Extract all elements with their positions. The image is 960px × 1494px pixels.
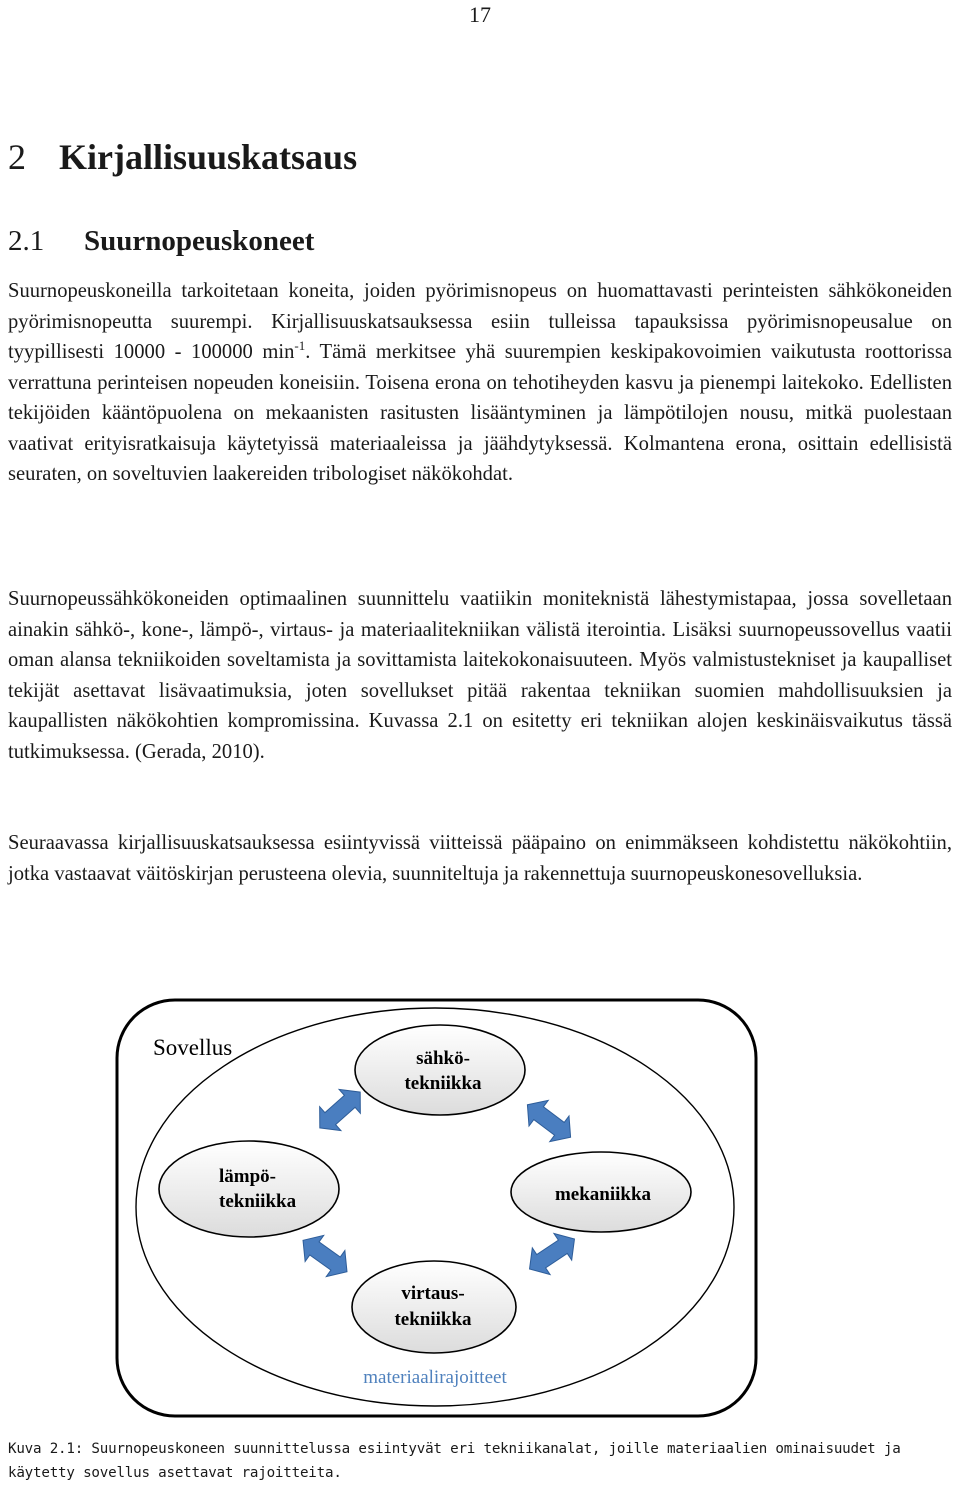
page-number: 17	[469, 2, 491, 27]
chapter-number: 2	[8, 137, 26, 177]
node-electrical-line2: tekniikka	[404, 1073, 482, 1094]
paragraph-1-superscript: -1	[294, 338, 306, 354]
section-heading	[8, 222, 314, 260]
inner-label: materiaalirajoitteet	[363, 1367, 507, 1388]
arrow-left-bottom	[294, 1227, 357, 1284]
node-thermal-line2: tekniikka	[219, 1191, 297, 1212]
node-electrical	[355, 1025, 525, 1115]
node-thermal	[159, 1141, 339, 1237]
section-number: 2.1	[8, 225, 45, 257]
paragraph-1	[8, 276, 952, 490]
node-flow	[352, 1261, 516, 1353]
arrow-bottom-right	[521, 1226, 584, 1283]
chapter-heading	[8, 135, 357, 179]
node-flow-line1: virtaus-	[401, 1283, 465, 1304]
paragraph-1-text-b: . Tämä merkitsee yhä suurempien keskipakovoimien vaikutusta roottorissa verrattuna perinteisen nopeuden koneisiin. Toisena erona on tehotiheyden kasvu ja pienempi laitekoko. Edellisten tekijöiden kääntöpuolena on mekaanisten rasitusten lisääntyminen ja lämpötilojen nousu, mitkä puolestaan vaativat erityisratkaisuja käytetyissä materiaaleissa ja jäähdytyksessä. Kolmantena erona, osittain edellisistä seuraten, on soveltuvien laakereiden tribologiset näkökohdat.	[8, 341, 952, 485]
arrow-left-top	[309, 1080, 371, 1140]
paragraph-1-text-a: Suurnopeuskoneilla tarkoitetaan koneita, joiden pyörimisnopeus on huomattavasti perinteisten sähkökoneiden pyörimisnopeutta suurempi. Kirjallisuuskatsauksessa esiin tulleissa tapauksissa pyörimisnopeusalue on tyypillisesti 10000 - 100000 min	[8, 280, 952, 363]
figure-caption: Kuva 2.1: Suurnopeuskoneen suunnittelussa esiintyvät eri tekniikanalat, joille materiaalien ominaisuudet ja käytetty sovellus asettavat rajoitteita.	[8, 1441, 901, 1481]
paragraph-3: Seuraavassa kirjallisuuskatsauksessa esiintyvissä viitteissä pääpaino on enimmäkseen kohdistettu näkökohtiin, jotka vastaavat väitöskirjan perusteena olevia, suunniteltuja ja rakennettuja suurnopeuskonesovelluksia.	[8, 832, 952, 885]
outer-label: Sovellus	[153, 1035, 233, 1060]
node-flow-line2: tekniikka	[394, 1309, 472, 1330]
figure-diagram	[115, 998, 758, 1418]
node-thermal-line1: lämpö-	[219, 1166, 276, 1187]
section-title: Suurnopeuskoneet	[84, 225, 315, 257]
arrow-top-right	[518, 1092, 580, 1150]
chapter-title: Kirjallisuuskatsaus	[59, 137, 358, 177]
diagram-svg	[115, 998, 758, 1418]
paragraph-2: Suurnopeussähkökoneiden optimaalinen suunnittelu vaatiikin moniteknistä lähestymistapaa, jossa sovelletaan ainakin sähkö-, kone-, lämpö-, virtaus- ja materiaalitekniikan välistä iterointia. Lisäksi suurnopeussovellus vaatii oman alansa tekniikoiden soveltamista ja sovittamista laitekokonaisuuteen. Myös valmistustekniset ja kaupalliset tekijät asettavat lisävaatimuksia, joten sovellukset pitää rakentaa tekniikan suomien mahdollisuuksien ja kaupallisten näkökohtien kompromissina. Kuvassa 2.1 on esitetty eri tekniikan alojen keskinäisvaikutus tässä tutkimuksessa. (Gerada, 2010).	[8, 588, 952, 763]
node-mechanics-label: mekaniikka	[554, 1184, 652, 1205]
node-electrical-line1: sähkö-	[416, 1048, 470, 1069]
